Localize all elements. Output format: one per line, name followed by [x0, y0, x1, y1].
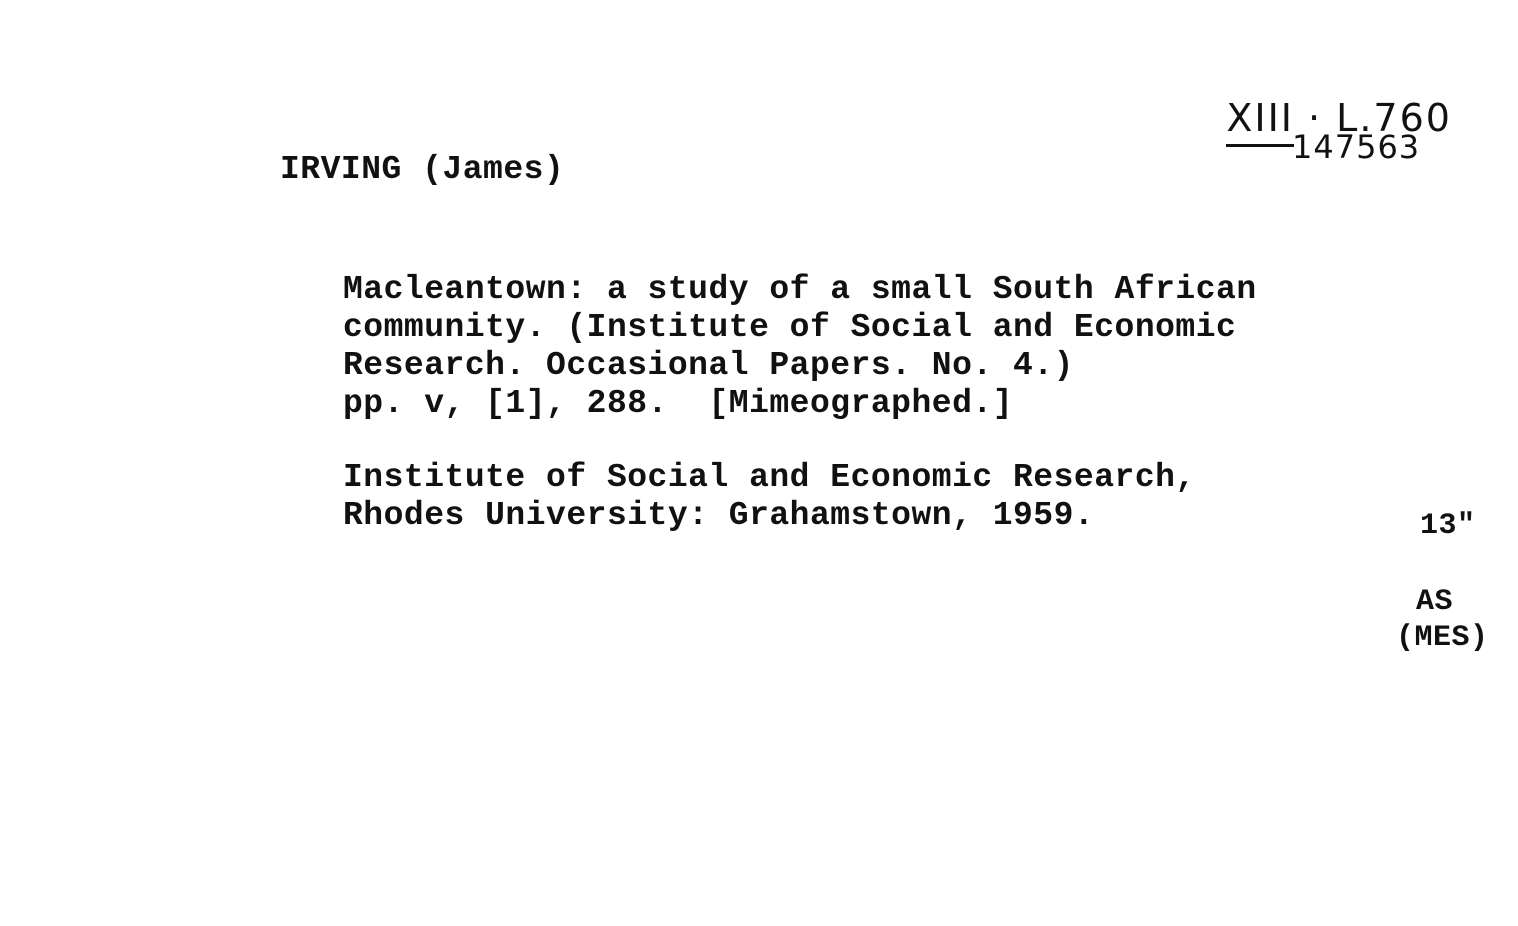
shelfmark [1170, 52, 1452, 191]
author-heading: IRVING (James) [280, 151, 565, 188]
title-line: Macleantown: a study of a small South African [343, 271, 1257, 308]
size-note: 13" [1420, 509, 1476, 543]
title-line: Research. Occasional Papers. No. 4.) [343, 347, 1074, 384]
accession-number: 147563 [1292, 128, 1421, 166]
title-line: community. (Institute of Social and Economic [343, 309, 1237, 346]
class-subcode: (MES) [1396, 621, 1489, 655]
publication-line: Institute of Social and Economic Research, [343, 459, 1196, 496]
publication-line: Rhodes University: Grahamstown, 1959. [343, 497, 1095, 534]
class-code: AS [1416, 585, 1454, 619]
collation-line: pp. v, [1], 288. [Mimeographed.] [343, 385, 1014, 422]
shelfmark-roman: XIII [1226, 96, 1294, 147]
shelfmark-number: · L.760 [1307, 96, 1452, 140]
